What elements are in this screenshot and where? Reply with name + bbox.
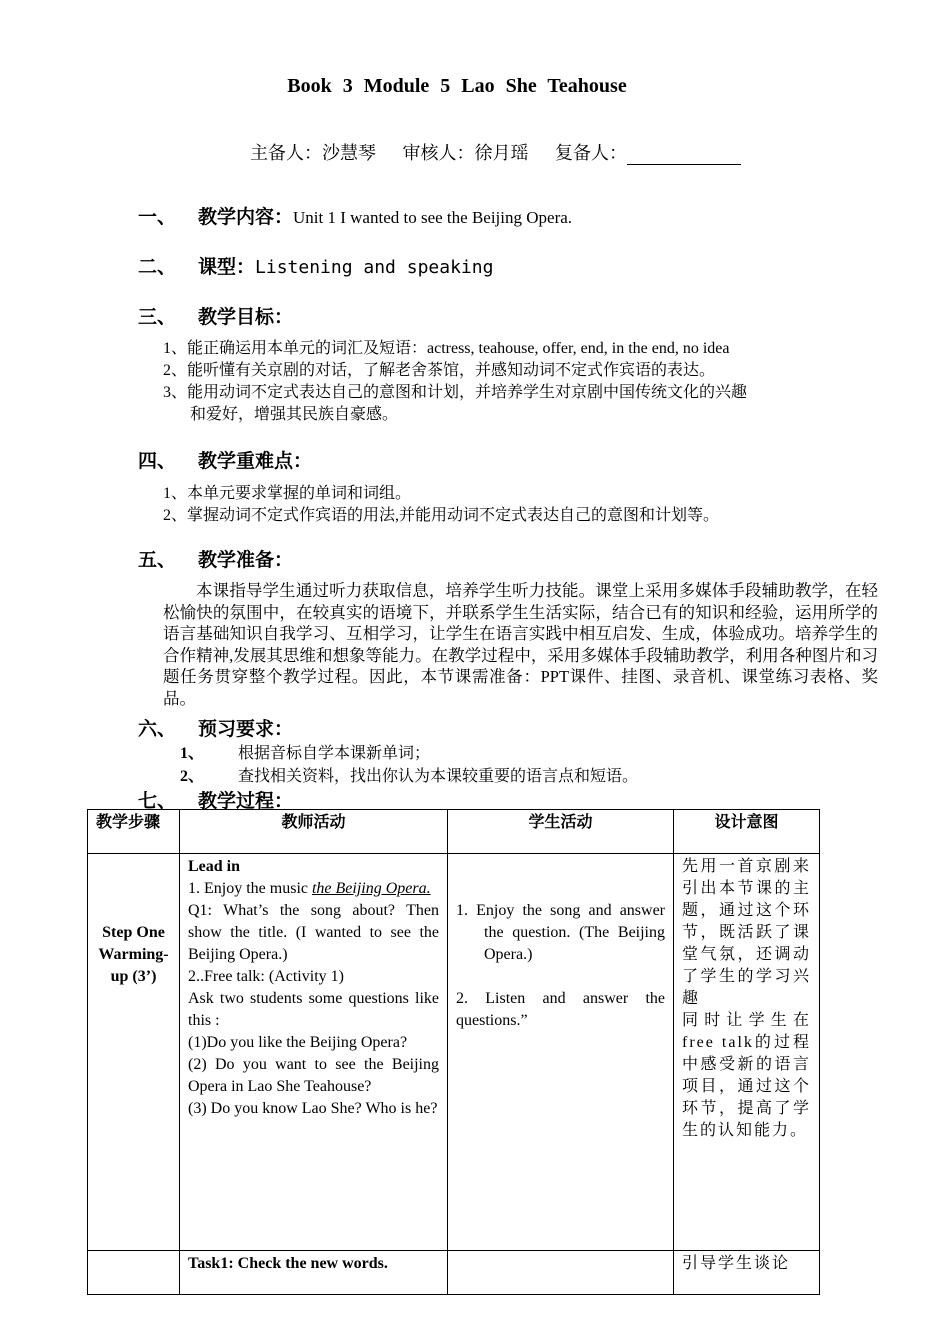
design-cell: 引导学生谈论 — [674, 1251, 820, 1295]
objective-item-cont: 和爱好，增强其民族自豪感。 — [190, 406, 399, 423]
author-line — [250, 139, 763, 165]
objectives-list — [163, 338, 883, 426]
preview-item: 1、 根据音标自学本课新单词； — [180, 745, 431, 762]
main-preparer: 主备人：沙慧琴 — [250, 143, 376, 163]
student-cell: 1. Enjoy the song and answer the question. (The Beijing Opera.) 2. Listen and answer the questions.” — [448, 854, 674, 1251]
step-cell: Step One Warming-up (3’) — [88, 854, 180, 1251]
page-title: Book 3 Module 5 Lao She Teahouse — [287, 75, 627, 97]
key-point-item: 1、本单元要求掌握的单词和词组。 — [163, 485, 412, 502]
preparation-paragraph: 本课指导学生通过听力获取信息，培养学生听力技能。课堂上采用多媒体手段辅助教学，在轻松愉快的氛围中，在较真实的语境下，并联系学生生活实际，结合已有的知识和经验，运用所学的语言基础知识自我学习、互相学习，让学生在语言实践中相互启发、生成，体验成功。培养学生的合作精神,发展其思维和想象等能力。在教学过程中，采用多媒体手段辅助教学，利用各种图片和习题任务贯穿整个教学过程。因此，本节课需准备：PPT课件、挂图、录音机、课堂练习表格、奖品。 — [163, 581, 878, 708]
table-row — [88, 1251, 820, 1295]
task-cell: Task1: Check the new words. — [180, 1251, 448, 1295]
reviewer: 审核人：徐月瑶 — [402, 143, 529, 163]
section-process: 七、 教学过程： — [138, 791, 294, 812]
section-objectives: 三、 教学目标： — [138, 307, 294, 328]
co-preparer-blank — [627, 146, 741, 165]
objective-item: 3、能用动词不定式表达自己的意图和计划，并培养学生对京剧中国传统文化的兴趣 — [163, 384, 748, 401]
section-type: 二、 课型：Listening and speaking — [138, 257, 494, 278]
header-step: 教学步骤 — [88, 810, 180, 854]
teacher-cell: Lead in 1. Enjoy the music the Beijing Opera. Q1: What’s the song about? Then show the title. (I wanted to see the Beijing Opera.) 2..Free talk: (Activity 1) Ask two students some questions like this : (1)Do you like the Beijing Opera? (2) Do you want to see the Beijing Opera in Lao She Teahouse? (3) Do you know Lao She? Who is he? — [180, 854, 448, 1251]
design-cell: 先用一首京剧来引出本节课的主题，通过这个环节，既活跃了课堂气氛，还调动了学生的学习兴趣 同时让学生在free talk的过程中感受新的语言项目，通过这个环节，提高了学生的认知能力。 — [674, 854, 820, 1251]
section-content: 一、 教学内容：Unit 1 I wanted to see the Beijing Opera. — [138, 207, 573, 228]
key-points-list — [163, 483, 883, 527]
section-preparation: 五、 教学准备： — [138, 550, 294, 571]
table-header-row — [88, 810, 820, 854]
key-point-item: 2、掌握动词不定式作宾语的用法,并能用动词不定式表达自己的意图和计划等。 — [163, 507, 720, 524]
objective-item: 2、能听懂有关京剧的对话，了解老舍茶馆，并感知动词不定式作宾语的表达。 — [163, 362, 716, 379]
section-key-points: 四、 教学重难点： — [138, 451, 313, 472]
header-student: 学生活动 — [448, 810, 674, 854]
header-teacher: 教师活动 — [180, 810, 448, 854]
preview-item: 2、 查找相关资料，找出你认为本课较重要的语言点和短语。 — [180, 768, 639, 785]
table-row — [88, 854, 820, 1251]
objective-item: 1、能正确运用本单元的词汇及短语：actress, teahouse, offer, end, in the end, no idea — [163, 340, 730, 357]
section-preview: 六、 预习要求： — [138, 719, 294, 740]
co-preparer-label: 复备人： — [555, 143, 627, 163]
process-table — [87, 809, 820, 1295]
header-design: 设计意图 — [674, 810, 820, 854]
